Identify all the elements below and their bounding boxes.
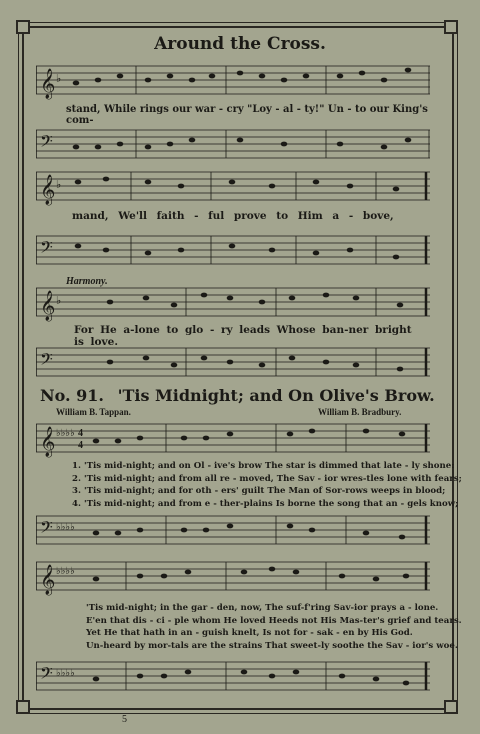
svg-text:𝄞: 𝄞 — [40, 291, 56, 321]
svg-text:♭♭♭♭: ♭♭♭♭ — [56, 522, 75, 533]
author-words: William B. Tappan. — [56, 407, 131, 417]
hymn-number: No. 91. — [40, 386, 104, 405]
verse-line: 3. 'Tis mid-night; and for oth - ers' guilt The Man of Sor-rows weeps in blood; — [72, 486, 446, 496]
hymn-title-tis-midnight: 'Tis Midnight; and On Olive's Brow. — [117, 386, 435, 405]
border-corner-top-right — [444, 20, 458, 34]
lyric-line-2: mand, We'll faith - ful prove to Him a - bove, — [72, 210, 394, 222]
verse-lines-part-2 — [86, 602, 462, 652]
verse-line: 4. 'Tis mid-night; and from e - ther-plains Is borne the song that an - gels know; — [72, 498, 459, 509]
verse-line: 'Tis mid-night; in the gar - den, now, The suf-f'ring Sav-ior prays a - lone. — [86, 603, 439, 613]
border-corner-bottom-left — [16, 700, 30, 714]
lyric-line-1: stand, While rings our war - cry "Loy - al - ty!" Un - to our King's com- — [66, 104, 428, 126]
svg-text:4: 4 — [78, 428, 83, 439]
music-staff-bass — [36, 654, 430, 694]
music-staff-bass — [36, 122, 430, 162]
svg-text:♭: ♭ — [56, 73, 62, 85]
svg-text:𝄞: 𝄞 — [40, 69, 56, 99]
verse-line: Yet He that hath in an - guish knelt, Is not for - sak - en by His God. — [86, 628, 413, 638]
svg-text:𝄢: 𝄢 — [40, 237, 53, 261]
author-music: William B. Bradbury. — [318, 407, 402, 417]
svg-text:♭♭♭♭: ♭♭♭♭ — [56, 668, 75, 679]
hymn-heading-91 — [40, 386, 435, 405]
music-staff-bass — [36, 508, 430, 548]
verse-line: 2. 'Tis mid-night; and from all re - moved, The Sav - ior wres-tles lone with fears; — [72, 473, 462, 484]
svg-text:♭: ♭ — [56, 179, 62, 191]
music-staff-treble — [36, 284, 430, 324]
hymn-title-around-the-cross: Around the Cross. — [154, 34, 326, 54]
svg-text:𝄢: 𝄢 — [40, 131, 53, 155]
svg-text:4: 4 — [78, 440, 83, 451]
svg-text:𝄞: 𝄞 — [40, 565, 56, 595]
svg-text:𝄢: 𝄢 — [40, 349, 53, 373]
svg-text:𝄞: 𝄞 — [40, 427, 56, 457]
verse-line: 1. 'Tis mid-night; and on Ol - ive's brow The star is dimmed that late - ly shone: — [72, 461, 455, 471]
verse-lines-part-1 — [72, 460, 462, 510]
music-staff-treble — [36, 558, 430, 598]
verse-line: Un-heard by mor-tals are the strains That sweet-ly soothe the Sav - ior's woe. — [86, 640, 458, 651]
svg-text:𝄞: 𝄞 — [40, 175, 56, 205]
music-staff-treble — [36, 168, 430, 208]
svg-text:𝄢: 𝄢 — [40, 663, 53, 687]
lyric-line-3: For He a-lone to glo - ry leads Whose ban-ner bright is love. — [74, 324, 412, 348]
music-staff-bass — [36, 228, 430, 268]
svg-text:𝄢: 𝄢 — [40, 517, 53, 541]
music-staff-treble — [36, 420, 430, 460]
border-corner-bottom-right — [444, 700, 458, 714]
music-staff-treble — [36, 62, 430, 102]
svg-text:♭: ♭ — [56, 295, 62, 307]
svg-text:♭♭♭♭: ♭♭♭♭ — [56, 428, 75, 439]
page-footer-mark: 5 — [122, 714, 127, 725]
verse-line: E'en that dis - ci - ple whom He loved Heeds not His Mas-ter's grief and tears. — [86, 615, 462, 626]
svg-text:♭♭♭♭: ♭♭♭♭ — [56, 566, 75, 577]
harmony-label: Harmony. — [66, 276, 108, 287]
border-corner-top-left — [16, 20, 30, 34]
music-staff-bass — [36, 340, 430, 380]
